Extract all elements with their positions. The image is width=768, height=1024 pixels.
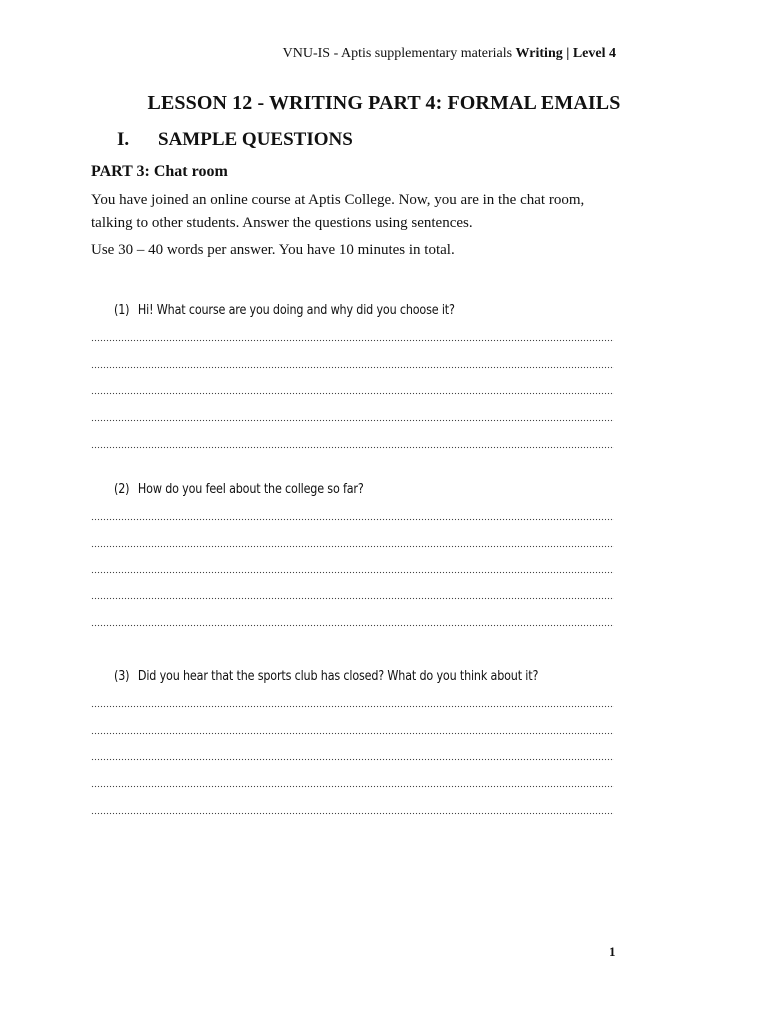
question-number: (3) [114,669,130,684]
instruction-text: Use 30 – 40 words per answer. You have 10 minutes in total. [91,242,455,258]
answer-line[interactable] [91,518,614,521]
answer-line[interactable] [91,446,614,449]
page-header [283,46,616,62]
answer-line[interactable] [91,545,614,548]
question-3 [114,669,538,684]
question-text: Hi! What course are you doing and why did you choose it? [137,303,455,318]
answer-line[interactable] [91,597,614,600]
answer-line[interactable] [91,571,614,574]
answer-line[interactable] [91,392,614,395]
section-number: I. [117,129,130,150]
answer-line[interactable] [91,419,614,422]
header-separator: | [566,46,570,61]
answer-line[interactable] [91,624,614,627]
page-number: 1 [609,944,616,959]
section-title: SAMPLE QUESTIONS [158,129,353,150]
answer-line[interactable] [91,705,614,708]
answer-line[interactable] [91,732,614,735]
question-number: (2) [114,482,130,497]
question-text: How do you feel about the college so far? [137,482,364,497]
header-subject: Writing [515,46,563,61]
intro-text: You have joined an online course at Aptis College. Now, you are in the chat room, talking to other students. Answer the questions using sentences. [91,192,585,231]
answer-line[interactable] [91,339,614,342]
question-1 [114,303,455,318]
answer-line[interactable] [91,812,614,815]
question-text: Did you hear that the sports club has closed? What do you think about it? [137,669,539,684]
answer-line[interactable] [91,758,614,761]
header-level: Level 4 [572,46,616,61]
part-title: PART 3: Chat room [91,163,228,180]
answer-line[interactable] [91,785,614,788]
header-prefix: VNU-IS - Aptis supplementary materials [282,46,513,61]
answer-line[interactable] [91,366,614,369]
question-number: (1) [114,303,130,318]
question-2 [114,482,364,497]
lesson-title: LESSON 12 - WRITING PART 4: FORMAL EMAILS [147,92,621,114]
